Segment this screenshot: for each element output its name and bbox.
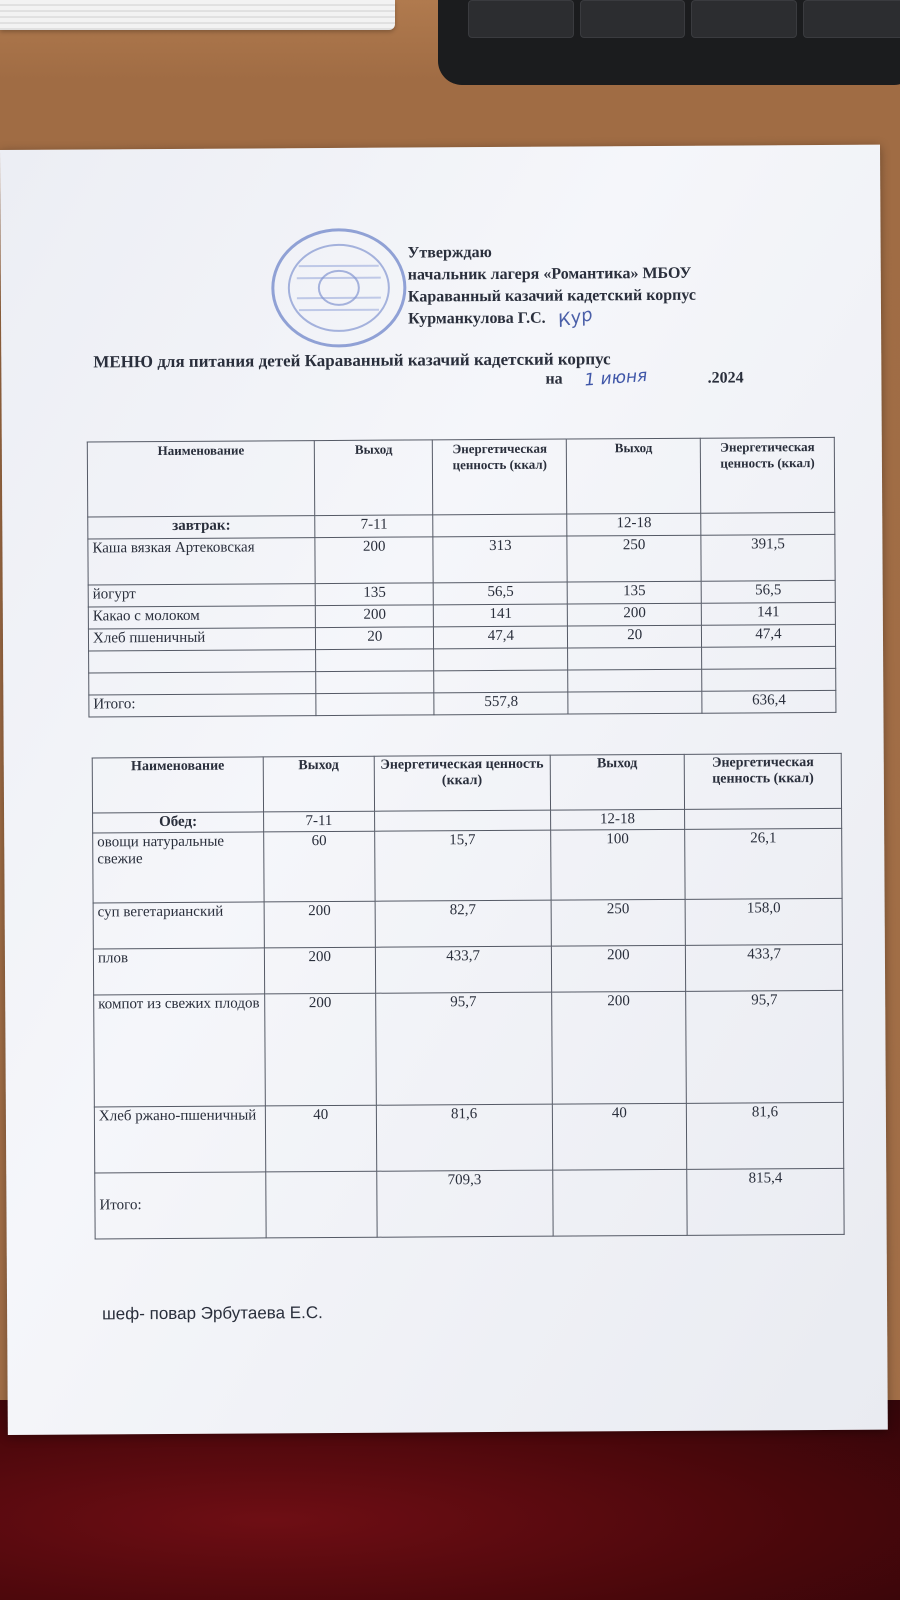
approval-heading: Утверждаю [407, 243, 492, 262]
total-row [89, 690, 836, 717]
table-header-row [92, 753, 841, 813]
output-value: 250 [551, 899, 686, 946]
total-row [95, 1168, 844, 1239]
energy-value: 141 [701, 602, 835, 625]
energy-value: 81,6 [687, 1102, 844, 1169]
chef-signature-line: шеф- повар Эрбутаева Е.С. [102, 1303, 323, 1324]
menu-title: МЕНЮ для питания детей Караванный казачий кадетский корпус [93, 349, 611, 372]
dish-name: Какао с молоком [88, 606, 315, 629]
energy-value: 95,7 [686, 990, 843, 1103]
date-prefix: на [545, 370, 563, 388]
col-output-header: Выход [314, 440, 433, 516]
round-stamp-icon [268, 226, 409, 352]
meal-label: завтрак: [88, 516, 315, 539]
energy-value: 56,5 [701, 580, 835, 603]
output-value: 200 [265, 993, 377, 1106]
dish-name: Хлеб ржано-пшеничный [94, 1106, 265, 1173]
dish-name: овощи натуральные свежие [93, 832, 264, 903]
menu-date [545, 365, 744, 391]
col-output-header: Выход [550, 754, 685, 810]
table-row [93, 828, 842, 903]
dish-name: плов [93, 948, 264, 995]
breakfast-table [87, 437, 837, 718]
output-value: 20 [568, 625, 702, 648]
col-name-header: Наименование [92, 757, 263, 813]
energy-value: 47,4 [434, 626, 568, 649]
energy-value: 95,7 [375, 992, 551, 1105]
table-row [94, 1102, 843, 1173]
output-value: 250 [567, 535, 701, 582]
total-energy: 557,8 [434, 692, 568, 715]
age-group: 7-11 [315, 515, 433, 538]
energy-value: 158,0 [685, 898, 842, 945]
paper-stack [0, 0, 395, 30]
output-value: 200 [264, 947, 375, 994]
approval-position: начальник лагеря «Романтика» МБОУ [407, 264, 692, 284]
col-energy-header: Энергетическая ценность (ккал) [374, 755, 550, 811]
col-energy-header: Энергетическая ценность (ккал) [433, 439, 567, 515]
table-row [93, 944, 842, 995]
col-energy-header: Энергетическая ценность (ккал) [700, 437, 834, 513]
dish-name: компот из свежих плодов [94, 994, 266, 1107]
table-row [88, 534, 835, 585]
output-value: 200 [551, 991, 686, 1104]
energy-value: 82,7 [375, 900, 551, 947]
date-handwritten: 1 июня [583, 365, 649, 391]
col-name-header: Наименование [87, 441, 315, 517]
age-group: 7-11 [263, 811, 374, 832]
col-energy-header: Энергетическая ценность (ккал) [684, 753, 841, 809]
lunch-table [92, 753, 845, 1240]
total-energy: 636,4 [702, 690, 836, 713]
output-value: 200 [315, 605, 433, 628]
table-row [93, 898, 842, 949]
energy-value: 391,5 [701, 534, 835, 581]
energy-value: 81,6 [376, 1104, 552, 1171]
keyboard [438, 0, 900, 85]
dish-name: суп вегетарианский [93, 902, 264, 949]
approval-block [408, 241, 697, 331]
output-value: 40 [265, 1105, 376, 1172]
age-group: 12-18 [567, 513, 701, 536]
table-row [94, 990, 844, 1107]
col-output-header: Выход [263, 756, 374, 812]
output-value: 100 [550, 829, 685, 900]
total-energy: 815,4 [687, 1168, 844, 1235]
total-label: Итого: [95, 1172, 266, 1239]
dish-name: йогурт [88, 584, 315, 607]
total-label: Итого: [89, 694, 316, 717]
menu-document [0, 145, 888, 1435]
energy-value: 313 [433, 536, 567, 583]
energy-value: 56,5 [434, 582, 568, 605]
output-value: 135 [567, 581, 701, 604]
col-output-header: Выход [567, 438, 701, 514]
table-header-row [87, 437, 834, 517]
date-year: .2024 [707, 369, 744, 387]
output-value: 200 [264, 901, 375, 948]
output-value: 40 [552, 1103, 687, 1170]
output-value: 60 [264, 831, 375, 902]
dish-name: Каша вязкая Артековская [88, 538, 315, 585]
dish-name: Хлеб пшеничный [88, 628, 315, 651]
signature: Кур [555, 304, 595, 332]
output-value: 200 [568, 603, 702, 626]
age-group: 12-18 [550, 809, 685, 830]
approval-person: Курманкулова Г.С. [407, 309, 546, 328]
approval-organization: Караванный казачий кадетский корпус [407, 286, 696, 306]
output-value: 200 [551, 945, 686, 992]
energy-value: 433,7 [375, 946, 551, 993]
output-value: 200 [315, 537, 434, 584]
meal-label: Обед: [93, 812, 264, 833]
energy-value: 141 [434, 604, 568, 627]
energy-value: 15,7 [374, 830, 550, 901]
energy-value: 433,7 [686, 944, 843, 991]
output-value: 20 [316, 627, 434, 650]
output-value: 135 [315, 583, 433, 606]
total-energy: 709,3 [377, 1170, 553, 1237]
energy-value: 26,1 [685, 828, 842, 899]
energy-value: 47,4 [702, 624, 836, 647]
